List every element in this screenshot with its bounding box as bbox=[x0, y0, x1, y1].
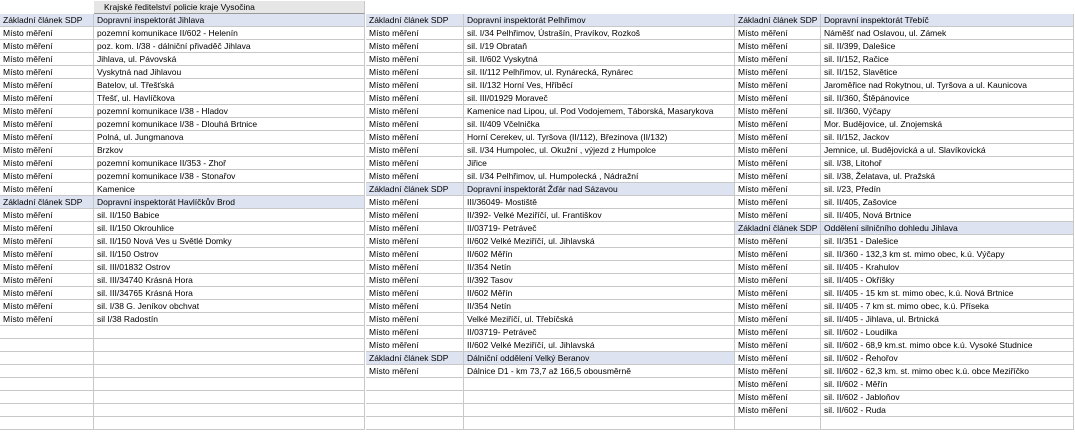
table-cell-label[interactable]: Místo měření bbox=[0, 157, 94, 170]
section-header-label[interactable]: Základní článek SDP bbox=[366, 14, 464, 27]
table-cell-location[interactable]: pozemní komunikace II/353 - Zhoř bbox=[94, 157, 365, 170]
table-cell-label[interactable]: Místo měření bbox=[0, 235, 94, 248]
table-cell-label[interactable]: Místo měření bbox=[366, 131, 464, 144]
table-cell-label[interactable]: Místo měření bbox=[0, 287, 94, 300]
table-cell-location[interactable]: sil. II/152, Račice bbox=[821, 53, 1074, 66]
table-cell-label[interactable]: Místo měření bbox=[0, 105, 94, 118]
table-cell-label[interactable]: Místo měření bbox=[735, 287, 821, 300]
section-header-name[interactable]: Dopravní inspektorát Žďár nad Sázavou bbox=[464, 183, 735, 196]
table-cell-label[interactable]: Místo měření bbox=[366, 92, 464, 105]
table-cell-location[interactable]: sil. II/405 - 15 km st. mimo obec, k.ú. Nová Brtnice bbox=[821, 287, 1074, 300]
table-cell-label[interactable]: Místo měření bbox=[366, 105, 464, 118]
table-cell-label[interactable]: Místo měření bbox=[366, 79, 464, 92]
table-cell-label[interactable]: Místo měření bbox=[366, 339, 464, 352]
table-cell-location[interactable]: sil. II/602 - Měřín bbox=[821, 378, 1074, 391]
table-cell-location[interactable]: sil. III/01929 Moraveč bbox=[464, 92, 735, 105]
table-cell-label[interactable]: Místo měření bbox=[366, 261, 464, 274]
table-cell-label[interactable]: Místo měření bbox=[366, 66, 464, 79]
table-cell-label[interactable]: Místo měření bbox=[735, 248, 821, 261]
table-cell-label[interactable]: Místo měření bbox=[735, 209, 821, 222]
table-cell-label[interactable]: Místo měření bbox=[735, 339, 821, 352]
empty-cell[interactable] bbox=[0, 391, 94, 404]
empty-cell[interactable] bbox=[94, 352, 365, 365]
table-cell-location[interactable]: Kamenice bbox=[94, 183, 365, 196]
table-cell-location[interactable]: sil. II/405, Zašovice bbox=[821, 196, 1074, 209]
table-cell-label[interactable]: Místo měření bbox=[735, 313, 821, 326]
section-header-name[interactable]: Dopravní inspektorát Havlíčkův Brod bbox=[94, 196, 365, 209]
table-cell-location[interactable]: Brzkov bbox=[94, 144, 365, 157]
table-cell-location[interactable]: Jemnice, ul. Budějovická a ul. Slavíkovická bbox=[821, 144, 1074, 157]
empty-cell[interactable] bbox=[0, 417, 94, 430]
table-cell-label[interactable]: Místo měření bbox=[366, 209, 464, 222]
empty-cell[interactable] bbox=[0, 339, 94, 352]
table-cell-label[interactable]: Místo měření bbox=[0, 53, 94, 66]
table-cell-location[interactable]: II/602 Velké Meziříčí, ul. Jihlavská bbox=[464, 235, 735, 248]
table-cell-label[interactable]: Místo měření bbox=[366, 365, 464, 378]
empty-cell[interactable] bbox=[94, 326, 365, 339]
table-cell-label[interactable]: Místo měření bbox=[735, 27, 821, 40]
table-cell-location[interactable]: Jihlava, ul. Pávovská bbox=[94, 53, 365, 66]
table-cell-location[interactable]: sil. II/152, Slavětice bbox=[821, 66, 1074, 79]
table-cell-location[interactable]: II/602 Měřín bbox=[464, 248, 735, 261]
section-header-label[interactable]: Základní článek SDP bbox=[735, 14, 821, 27]
table-cell-location[interactable]: sil. II/150 Ostrov bbox=[94, 248, 365, 261]
table-cell-location[interactable]: sil. II/405 - Jihlava, ul. Brtnická bbox=[821, 313, 1074, 326]
table-cell-label[interactable]: Místo měření bbox=[735, 92, 821, 105]
table-cell-label[interactable]: Místo měření bbox=[735, 261, 821, 274]
empty-cell[interactable] bbox=[94, 365, 365, 378]
empty-cell[interactable] bbox=[366, 417, 464, 430]
table-cell-location[interactable]: sil. II/602 - Ruda bbox=[821, 404, 1074, 417]
table-cell-location[interactable]: Jaroměřice nad Rokytnou, ul. Tyršova a ul. Kaunicova bbox=[821, 79, 1074, 92]
section-header-label[interactable]: Základní článek SDP bbox=[0, 196, 94, 209]
empty-cell[interactable] bbox=[94, 417, 365, 430]
table-cell-location[interactable]: poz. kom. I/38 - dálniční přivaděč Jihlava bbox=[94, 40, 365, 53]
table-cell-label[interactable]: Místo měření bbox=[735, 53, 821, 66]
table-cell-label[interactable]: Místo měření bbox=[366, 196, 464, 209]
empty-cell[interactable] bbox=[464, 391, 735, 404]
table-cell-label[interactable]: Místo měření bbox=[366, 157, 464, 170]
empty-cell[interactable] bbox=[0, 365, 94, 378]
table-cell-label[interactable]: Místo měření bbox=[0, 300, 94, 313]
empty-cell[interactable] bbox=[0, 378, 94, 391]
table-cell-location[interactable]: II/392- Velké Meziříčí, ul. Františkov bbox=[464, 209, 735, 222]
empty-cell[interactable] bbox=[94, 404, 365, 417]
table-cell-location[interactable]: sil. I/38, Želatava, ul. Pražská bbox=[821, 170, 1074, 183]
section-header-label[interactable]: Základní článek SDP bbox=[0, 14, 94, 27]
table-cell-label[interactable]: Místo měření bbox=[0, 66, 94, 79]
table-cell-label[interactable]: Místo měření bbox=[0, 170, 94, 183]
table-cell-label[interactable]: Místo měření bbox=[0, 248, 94, 261]
section-header-name[interactable]: Dopravní inspektorát Třebíč bbox=[821, 14, 1074, 27]
table-cell-location[interactable]: sil. II/602 - Jabloňov bbox=[821, 391, 1074, 404]
table-cell-location[interactable]: Horní Cerekev, ul. Tyršova (II/112), Březinova (II/132) bbox=[464, 131, 735, 144]
sheet-title[interactable]: Krajské ředitelství policie kraje Vysočina bbox=[94, 1, 365, 14]
table-cell-label[interactable]: Místo měření bbox=[366, 326, 464, 339]
table-cell-label[interactable]: Místo měření bbox=[735, 365, 821, 378]
section-header-name[interactable]: Dálniční oddělení Velký Beranov bbox=[464, 352, 735, 365]
section-header-name[interactable]: Oddělení silničního dohledu Jihlava bbox=[821, 222, 1074, 235]
table-cell-location[interactable]: Kamenice nad Lipou, ul. Pod Vodojemem, Táborská, Masarykova bbox=[464, 105, 735, 118]
table-cell-location[interactable]: pozemní komunikace II/602 - Helenín bbox=[94, 27, 365, 40]
table-cell-label[interactable]: Místo měření bbox=[735, 105, 821, 118]
table-cell-location[interactable]: sil. II/150 Nová Ves u Světlé Domky bbox=[94, 235, 365, 248]
table-cell-location[interactable]: sil. I/19 Obrataň bbox=[464, 40, 735, 53]
table-cell-label[interactable]: Místo měření bbox=[735, 170, 821, 183]
table-cell-location[interactable]: III/36049- Mostiště bbox=[464, 196, 735, 209]
table-cell-location[interactable]: II/03719- Petráveč bbox=[464, 222, 735, 235]
table-cell-label[interactable]: Místo měření bbox=[366, 248, 464, 261]
empty-cell[interactable] bbox=[94, 378, 365, 391]
table-cell-label[interactable]: Místo měření bbox=[735, 131, 821, 144]
table-cell-location[interactable]: sil. II/405 - 7 km st. mimo obec, k.ú. Příseka bbox=[821, 300, 1074, 313]
table-cell-location[interactable]: sil. I/34 Humpolec, ul. Okužní , výjezd z Humpolce bbox=[464, 144, 735, 157]
table-cell-label[interactable]: Místo měření bbox=[366, 40, 464, 53]
table-cell-location[interactable]: Batelov, ul. Třešťská bbox=[94, 79, 365, 92]
table-cell-label[interactable]: Místo měření bbox=[366, 300, 464, 313]
table-cell-label[interactable]: Místo měření bbox=[735, 404, 821, 417]
table-cell-location[interactable]: sil. II/602 - Řehořov bbox=[821, 352, 1074, 365]
table-cell-location[interactable]: II/392 Tasov bbox=[464, 274, 735, 287]
table-cell-location[interactable]: pozemní komunikace I/38 - Dlouhá Brtnice bbox=[94, 118, 365, 131]
table-cell-location[interactable]: sil. II/152, Jackov bbox=[821, 131, 1074, 144]
table-cell-location[interactable]: Náměšť nad Oslavou, ul. Zámek bbox=[821, 27, 1074, 40]
table-cell-location[interactable]: sil. II/112 Pelhřimov, ul. Rynárecká, Rynárec bbox=[464, 66, 735, 79]
table-cell-label[interactable]: Místo měření bbox=[0, 118, 94, 131]
table-cell-label[interactable]: Místo měření bbox=[735, 274, 821, 287]
table-cell-label[interactable]: Místo měření bbox=[735, 157, 821, 170]
table-cell-location[interactable]: sil. II/399, Dalešice bbox=[821, 40, 1074, 53]
table-cell-location[interactable]: sil. III/01832 Ostrov bbox=[94, 261, 365, 274]
table-cell-label[interactable]: Místo měření bbox=[366, 222, 464, 235]
table-cell-location[interactable]: Velké Meziříčí, ul. Třebíčská bbox=[464, 313, 735, 326]
table-cell-label[interactable]: Místo měření bbox=[735, 300, 821, 313]
table-cell-location[interactable]: sil. I/34 Pelhřimov, ul. Humpolecká , Nádražní bbox=[464, 170, 735, 183]
table-cell-location[interactable]: sil. II/405 - Krahulov bbox=[821, 261, 1074, 274]
table-cell-label[interactable]: Místo měření bbox=[735, 66, 821, 79]
empty-cell[interactable] bbox=[366, 404, 464, 417]
table-cell-location[interactable]: sil I/38 Radostín bbox=[94, 313, 365, 326]
table-cell-location[interactable]: sil. II/602 Vyskytná bbox=[464, 53, 735, 66]
table-cell-label[interactable]: Místo měření bbox=[366, 144, 464, 157]
table-cell-location[interactable]: Polná, ul. Jungmanova bbox=[94, 131, 365, 144]
table-cell-label[interactable]: Místo měření bbox=[735, 235, 821, 248]
table-cell-location[interactable]: II/602 Měřín bbox=[464, 287, 735, 300]
table-cell-label[interactable]: Místo měření bbox=[735, 118, 821, 131]
table-cell-label[interactable]: Místo měření bbox=[366, 27, 464, 40]
section-header-label[interactable]: Základní článek SDP bbox=[366, 352, 464, 365]
table-cell-label[interactable]: Místo měření bbox=[366, 170, 464, 183]
table-cell-label[interactable]: Místo měření bbox=[735, 79, 821, 92]
table-cell-label[interactable]: Místo měření bbox=[735, 183, 821, 196]
section-header-label[interactable]: Základní článek SDP bbox=[735, 222, 821, 235]
table-cell-location[interactable]: sil. II/150 Babice bbox=[94, 209, 365, 222]
empty-cell[interactable] bbox=[0, 404, 94, 417]
empty-cell[interactable] bbox=[94, 339, 365, 352]
empty-cell[interactable] bbox=[94, 391, 365, 404]
table-cell-location[interactable]: sil. II/602 - 62,3 km. st. mimo obec k.ú. obce Meziříčko bbox=[821, 365, 1074, 378]
table-cell-location[interactable]: II/354 Netín bbox=[464, 261, 735, 274]
table-cell-location[interactable]: II/03719- Petráveč bbox=[464, 326, 735, 339]
table-cell-label[interactable]: Místo měření bbox=[366, 235, 464, 248]
table-cell-label[interactable]: Místo měření bbox=[366, 313, 464, 326]
table-cell-label[interactable]: Místo měření bbox=[735, 352, 821, 365]
table-cell-label[interactable]: Místo měření bbox=[0, 261, 94, 274]
table-cell-location[interactable]: pozemní komunikace I/38 - Hladov bbox=[94, 105, 365, 118]
table-cell-location[interactable]: sil. II/360, Štěpánovice bbox=[821, 92, 1074, 105]
table-cell-location[interactable]: sil. II/351 - Dalešice bbox=[821, 235, 1074, 248]
table-cell-label[interactable]: Místo měření bbox=[0, 92, 94, 105]
table-cell-label[interactable]: Místo měření bbox=[366, 274, 464, 287]
table-cell-location[interactable]: sil. II/405, Nová Brtnice bbox=[821, 209, 1074, 222]
table-cell-label[interactable]: Místo měření bbox=[0, 313, 94, 326]
section-header-name[interactable]: Dopravní inspektorát Pelhřimov bbox=[464, 14, 735, 27]
table-cell-location[interactable]: sil. II/602 - 68,9 km.st. mimo obce k.ú. Vysoké Studnice bbox=[821, 339, 1074, 352]
table-cell-location[interactable]: sil. I/38, Litohoř bbox=[821, 157, 1074, 170]
table-cell-label[interactable]: Místo měření bbox=[735, 144, 821, 157]
table-cell-label[interactable]: Místo měření bbox=[0, 183, 94, 196]
table-cell-location[interactable]: sil. I/34 Pelhřimov, Ústrašín, Pravíkov, Rozkoš bbox=[464, 27, 735, 40]
table-cell-location[interactable]: II/602 Velké Meziříčí, ul. Jihlavská bbox=[464, 339, 735, 352]
table-cell-location[interactable]: sil. II/360, Výčapy bbox=[821, 105, 1074, 118]
table-cell-label[interactable]: Místo měření bbox=[0, 131, 94, 144]
table-cell-location[interactable]: sil. II/405 - Okříšky bbox=[821, 274, 1074, 287]
table-cell-label[interactable]: Místo měření bbox=[735, 196, 821, 209]
table-cell-label[interactable]: Místo měření bbox=[735, 40, 821, 53]
table-cell-location[interactable]: sil. II/150 Okrouhlice bbox=[94, 222, 365, 235]
table-cell-location[interactable]: Vyskytná nad Jihlavou bbox=[94, 66, 365, 79]
table-cell-label[interactable]: Místo měření bbox=[366, 287, 464, 300]
table-cell-location[interactable]: sil. II/132 Horní Ves, Hříběcí bbox=[464, 79, 735, 92]
table-cell-label[interactable]: Místo měření bbox=[735, 378, 821, 391]
table-cell-location[interactable]: sil. III/34740 Krásná Hora bbox=[94, 274, 365, 287]
table-cell-location[interactable]: II/354 Netín bbox=[464, 300, 735, 313]
table-cell-location[interactable]: sil. I/38 G. Jeníkov obchvat bbox=[94, 300, 365, 313]
empty-cell[interactable] bbox=[821, 417, 1074, 430]
empty-cell[interactable] bbox=[464, 404, 735, 417]
section-header-label[interactable]: Základní článek SDP bbox=[366, 183, 464, 196]
table-cell-location[interactable]: sil. II/409 Včelnička bbox=[464, 118, 735, 131]
table-cell-label[interactable]: Místo měření bbox=[0, 222, 94, 235]
table-cell-label[interactable]: Místo měření bbox=[0, 209, 94, 222]
table-cell-label[interactable]: Místo měření bbox=[366, 53, 464, 66]
table-cell-location[interactable]: Dálnice D1 - km 73,7 až 166,5 obousměrně bbox=[464, 365, 735, 378]
empty-cell[interactable] bbox=[464, 417, 735, 430]
empty-cell[interactable] bbox=[366, 378, 464, 391]
table-cell-location[interactable]: Třešť, ul. Havlíčkova bbox=[94, 92, 365, 105]
table-cell-label[interactable]: Místo měření bbox=[0, 274, 94, 287]
table-cell-location[interactable]: sil. III/34765 Krásná Hora bbox=[94, 287, 365, 300]
table-cell-label[interactable]: Místo měření bbox=[0, 40, 94, 53]
table-cell-label[interactable]: Místo měření bbox=[366, 118, 464, 131]
table-cell-location[interactable]: pozemní komunikace I/38 - Stonařov bbox=[94, 170, 365, 183]
table-cell-location[interactable]: sil. II/360 - 132,3 km st. mimo obec, k.ú. Výčapy bbox=[821, 248, 1074, 261]
empty-cell[interactable] bbox=[735, 417, 821, 430]
table-cell-label[interactable]: Místo měření bbox=[0, 144, 94, 157]
table-cell-label[interactable]: Místo měření bbox=[735, 391, 821, 404]
table-cell-location[interactable]: sil. I/23, Předín bbox=[821, 183, 1074, 196]
table-cell-location[interactable]: Jiřice bbox=[464, 157, 735, 170]
empty-cell[interactable] bbox=[0, 352, 94, 365]
table-cell-label[interactable]: Místo měření bbox=[0, 27, 94, 40]
empty-cell[interactable] bbox=[464, 378, 735, 391]
empty-cell[interactable] bbox=[0, 326, 94, 339]
section-header-name[interactable]: Dopravní inspektorát Jihlava bbox=[94, 14, 365, 27]
table-cell-location[interactable]: Mor. Budějovice, ul. Znojemská bbox=[821, 118, 1074, 131]
table-cell-label[interactable]: Místo měření bbox=[735, 326, 821, 339]
empty-cell[interactable] bbox=[366, 391, 464, 404]
table-cell-location[interactable]: sil. II/602 - Loudilka bbox=[821, 326, 1074, 339]
table-cell-label[interactable]: Místo měření bbox=[0, 79, 94, 92]
